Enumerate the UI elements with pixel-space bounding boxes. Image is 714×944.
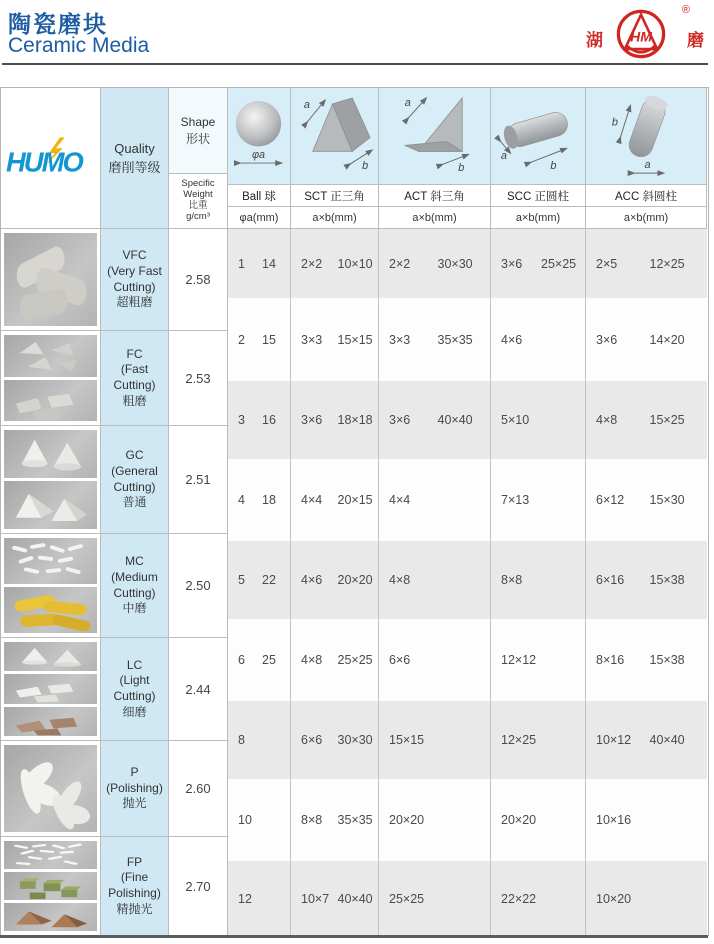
quality-code: MC xyxy=(125,554,144,569)
page-title-zh: 陶瓷磨块 xyxy=(8,11,108,37)
act-size-cell xyxy=(379,701,491,779)
white-rods-photo xyxy=(4,841,97,869)
size-value: 1 xyxy=(238,256,245,271)
size-value: 25×25 xyxy=(337,653,373,667)
copper-pyramids-photo xyxy=(4,903,97,931)
quality-name-zh: 普通 xyxy=(122,495,147,510)
size-value: 40×40 xyxy=(337,891,373,906)
size-value: 3 xyxy=(238,413,245,427)
size-value: 6×6 xyxy=(301,733,323,747)
specific-weight-value xyxy=(169,741,228,837)
specific-weight-value xyxy=(169,638,228,741)
humo-logo xyxy=(4,136,98,180)
size-value: 18 xyxy=(262,493,276,507)
size-value: 3×3 xyxy=(301,332,323,347)
ceramic-media-table xyxy=(0,87,709,936)
size-value: 12×25 xyxy=(501,733,537,747)
col-unit-label: a×b(mm) xyxy=(623,211,669,224)
scc-size-cell xyxy=(491,541,586,619)
col-unit-label: a×b(mm) xyxy=(412,211,457,224)
weight-number: 2.44 xyxy=(185,681,211,697)
header-divider xyxy=(2,63,708,65)
quality-name-zh: 粗磨 xyxy=(122,393,147,408)
size-row xyxy=(228,298,707,381)
col-name-acc xyxy=(586,185,707,207)
quality-code: LC xyxy=(126,657,143,672)
size-value: 2×2 xyxy=(301,256,323,271)
size-value: 22×22 xyxy=(501,891,537,906)
ball-size-cell xyxy=(228,298,291,381)
ball-size-cell xyxy=(228,381,291,459)
size-value: 7×13 xyxy=(501,493,530,507)
col-name-label: ACT 斜三角 xyxy=(404,190,465,203)
specific-weight-value xyxy=(169,837,228,936)
ball-size-cell xyxy=(228,541,291,619)
size-value: 3×6 xyxy=(501,256,523,271)
col-name-label: SCC 正圆柱 xyxy=(507,190,569,203)
ball-size-cell xyxy=(228,619,291,701)
white-wedges-photo xyxy=(4,674,97,703)
brand-logo-cell xyxy=(1,88,101,229)
size-value: 40×40 xyxy=(649,733,685,747)
size-value: 15×15 xyxy=(389,733,425,747)
act-size-cell xyxy=(379,541,491,619)
size-value: 30×30 xyxy=(437,256,473,271)
quality-header-en: Quality xyxy=(114,140,155,156)
weight-number: 2.58 xyxy=(185,272,211,287)
size-row xyxy=(228,619,707,701)
size-row xyxy=(228,229,707,298)
acc-size-cell xyxy=(586,619,707,701)
size-value: 8×8 xyxy=(301,813,323,827)
quality-name-en: (Very Fast Cutting) xyxy=(107,263,162,294)
size-value: 20×15 xyxy=(337,493,373,507)
size-value: 10×7 xyxy=(301,891,330,906)
quality-name-en: (Medium Cutting) xyxy=(111,569,158,600)
act-size-cell xyxy=(379,298,491,381)
col-name-sct xyxy=(291,185,379,207)
size-value: 20×20 xyxy=(389,813,425,827)
col-unit-label: φa(mm) xyxy=(239,211,279,224)
size-value: 35×35 xyxy=(437,332,473,347)
size-value: 6 xyxy=(238,653,245,667)
size-value: 10×20 xyxy=(596,891,632,906)
size-value: 14 xyxy=(262,256,276,271)
size-value: 25×25 xyxy=(389,891,425,906)
ball-size-cell xyxy=(228,459,291,541)
size-value: 10×16 xyxy=(596,813,632,827)
col-unit-sct xyxy=(291,207,379,229)
sct-size-cell xyxy=(291,701,379,779)
brown-wedges-photo xyxy=(4,707,97,736)
white-tristars-photo xyxy=(4,745,97,832)
ball-size-cell xyxy=(228,701,291,779)
product-photo-fp xyxy=(1,837,101,936)
seal-emblem-icon xyxy=(613,6,669,62)
acc-cylinder-icon xyxy=(586,88,707,185)
seal-monogram: HM xyxy=(630,28,652,45)
size-value: 10×12 xyxy=(596,733,632,747)
dim-label-b: b xyxy=(362,160,369,173)
yellow-cylinders-photo xyxy=(4,587,97,633)
quality-name-en: (General Cutting) xyxy=(111,463,158,494)
size-value: 6×6 xyxy=(389,653,411,667)
scc-size-cell xyxy=(491,861,586,936)
col-unit-acc xyxy=(586,207,707,229)
sct-size-cell xyxy=(291,229,379,298)
scc-size-cell xyxy=(491,619,586,701)
col-name-label: ACC 斜圆柱 xyxy=(615,190,677,203)
quality-name-en: (Fine Polishing) xyxy=(108,870,161,900)
size-value: 2 xyxy=(238,332,245,347)
green-cubes-photo xyxy=(4,872,97,900)
quality-label-mc xyxy=(101,534,169,638)
size-value: 3×3 xyxy=(389,332,411,347)
scc-size-cell xyxy=(491,381,586,459)
acc-size-cell xyxy=(586,541,707,619)
weight-number: 2.70 xyxy=(185,878,211,894)
size-value: 2×2 xyxy=(389,256,411,271)
quality-name-en: (Fast Cutting) xyxy=(113,362,156,392)
size-value: 4×8 xyxy=(596,413,618,427)
size-value: 4×6 xyxy=(301,573,323,587)
col-name-scc xyxy=(491,185,586,207)
white-cones-photo xyxy=(4,430,97,478)
acc-size-cell xyxy=(586,779,707,861)
size-value: 10 xyxy=(238,813,252,827)
act-triangle-icon xyxy=(379,88,491,185)
page-header xyxy=(0,0,714,87)
quality-name-en: (Polishing) xyxy=(106,780,163,795)
acc-size-cell xyxy=(586,381,707,459)
white-cones-photo xyxy=(4,642,97,671)
size-value: 25×25 xyxy=(541,256,577,271)
quality-code: FP xyxy=(126,854,143,869)
col-name-label: SCT 正三角 xyxy=(304,190,365,203)
dim-label-a: a xyxy=(404,96,411,109)
quality-label-p xyxy=(101,741,169,837)
scc-size-cell xyxy=(491,779,586,861)
sct-size-cell xyxy=(291,779,379,861)
ball-shape-icon xyxy=(228,88,291,185)
weight-header-unit: g/cm³ xyxy=(186,210,210,222)
shape-header-en: Shape xyxy=(180,114,216,129)
acc-size-cell xyxy=(586,459,707,541)
size-value: 15×38 xyxy=(649,573,685,587)
ball-size-cell xyxy=(228,229,291,298)
size-value: 15×38 xyxy=(649,653,685,667)
sct-size-cell xyxy=(291,459,379,541)
product-photo-fc xyxy=(1,331,101,426)
col-unit-label: a×b(mm) xyxy=(515,211,561,224)
size-value: 20×20 xyxy=(337,573,373,587)
size-value: 4×4 xyxy=(389,493,411,507)
quality-code: GC xyxy=(125,448,144,463)
specific-weight-value xyxy=(169,534,228,638)
quality-name-en: (Light Cutting) xyxy=(113,673,156,703)
table-bottom-border xyxy=(0,935,708,938)
specific-weight-header xyxy=(169,174,228,229)
scc-cylinder-icon xyxy=(491,88,586,185)
size-value: 12×25 xyxy=(649,256,685,271)
registered-mark: ® xyxy=(681,4,690,16)
quality-code: P xyxy=(130,765,139,780)
sct-size-cell xyxy=(291,541,379,619)
act-size-cell xyxy=(379,861,491,936)
specific-weight-value xyxy=(169,229,228,331)
size-row xyxy=(228,701,707,779)
weight-number: 2.51 xyxy=(185,472,211,487)
act-size-cell xyxy=(379,381,491,459)
quality-code: FC xyxy=(126,346,143,361)
acc-size-cell xyxy=(586,298,707,381)
weight-header-en: Specific Weight xyxy=(181,178,215,201)
size-value: 3×6 xyxy=(596,332,618,347)
gray-rods-photo xyxy=(4,233,97,326)
size-value: 4×8 xyxy=(301,653,323,667)
quality-label-fc xyxy=(101,331,169,426)
col-unit-ball xyxy=(228,207,291,229)
scc-size-cell xyxy=(491,298,586,381)
quality-label-lc xyxy=(101,638,169,741)
size-value: 4 xyxy=(238,493,245,507)
sct-size-cell xyxy=(291,298,379,381)
col-name-ball xyxy=(228,185,291,207)
white-pyramids-photo xyxy=(4,481,97,529)
quality-name-zh: 中磨 xyxy=(122,601,147,616)
size-value: 40×40 xyxy=(437,413,473,427)
sct-size-cell xyxy=(291,619,379,701)
brand-name: HUMO xyxy=(5,146,82,178)
shape-header-zh: 形状 xyxy=(185,131,210,146)
acc-size-cell xyxy=(586,229,707,298)
size-value: 15×25 xyxy=(649,413,685,427)
size-value: 25 xyxy=(262,653,276,667)
size-value: 8×16 xyxy=(596,653,625,667)
act-size-cell xyxy=(379,459,491,541)
size-row xyxy=(228,779,707,861)
scc-size-cell xyxy=(491,229,586,298)
size-value: 20×20 xyxy=(501,813,537,827)
size-value: 15×15 xyxy=(337,332,373,347)
col-unit-scc xyxy=(491,207,586,229)
size-value: 6×12 xyxy=(596,493,625,507)
acc-size-cell xyxy=(586,861,707,936)
col-unit-label: a×b(mm) xyxy=(312,211,357,224)
quality-code: VFC xyxy=(122,248,147,263)
size-value: 4×6 xyxy=(501,332,523,347)
specific-weight-value xyxy=(169,331,228,426)
size-row xyxy=(228,861,707,936)
quality-name-zh: 超粗磨 xyxy=(116,295,153,310)
size-value: 35×35 xyxy=(337,813,373,827)
dim-label-a: a xyxy=(500,150,507,163)
size-value: 5 xyxy=(238,573,245,587)
size-value: 10×10 xyxy=(337,256,373,271)
col-name-label: Ball 球 xyxy=(242,190,276,203)
dim-label-b: b xyxy=(458,162,465,175)
product-photo-mc xyxy=(1,534,101,638)
ball-size-cell xyxy=(228,779,291,861)
seal-char-right: 磨 xyxy=(687,31,704,50)
sct-triangle-icon xyxy=(291,88,379,185)
sct-size-cell xyxy=(291,381,379,459)
col-unit-act xyxy=(379,207,491,229)
product-photo-lc xyxy=(1,638,101,741)
col-name-act xyxy=(379,185,491,207)
dim-label-b: b xyxy=(611,116,618,129)
size-value: 4×8 xyxy=(389,573,411,587)
quality-name-zh: 细磨 xyxy=(122,704,147,719)
weight-number: 2.53 xyxy=(185,370,211,386)
act-size-cell xyxy=(379,779,491,861)
weight-number: 2.60 xyxy=(185,781,211,796)
quality-label-fp xyxy=(101,837,169,936)
size-value: 8×8 xyxy=(501,573,523,587)
quality-header-zh: 磨削等级 xyxy=(108,160,161,175)
size-row xyxy=(228,541,707,619)
size-row xyxy=(228,381,707,459)
gray-triangles-photo xyxy=(4,335,97,377)
white-grains-photo xyxy=(4,538,97,584)
size-value: 3×6 xyxy=(389,413,411,427)
dim-label-b: b xyxy=(550,160,557,173)
size-value: 15 xyxy=(262,332,276,347)
product-photo-vfc xyxy=(1,229,101,331)
size-value: 30×30 xyxy=(337,733,373,747)
size-value: 18×18 xyxy=(337,413,373,427)
dim-label-a: a xyxy=(303,98,310,111)
quality-name-zh: 精抛光 xyxy=(116,901,153,916)
size-value: 2×5 xyxy=(596,256,618,271)
seal-char-left: 湖 xyxy=(586,31,603,50)
dim-label-phi-a: φa xyxy=(251,149,266,162)
shape-column-header xyxy=(169,88,228,174)
scc-size-cell xyxy=(491,701,586,779)
product-photo-p xyxy=(1,741,101,837)
weight-number: 2.50 xyxy=(185,578,211,593)
size-value: 12 xyxy=(238,891,252,906)
quality-name-zh: 抛光 xyxy=(122,796,147,811)
size-value: 4×4 xyxy=(301,493,323,507)
page-title-en: Ceramic Media xyxy=(8,34,150,57)
size-value: 16 xyxy=(262,413,276,427)
company-seal-logo xyxy=(586,4,704,62)
quality-label-gc xyxy=(101,426,169,534)
size-value: 8 xyxy=(238,733,245,747)
sct-size-cell xyxy=(291,861,379,936)
acc-size-cell xyxy=(586,701,707,779)
size-value: 3×6 xyxy=(301,413,323,427)
size-value: 14×20 xyxy=(649,332,685,347)
size-value: 22 xyxy=(262,573,276,587)
dim-label-a: a xyxy=(644,159,651,172)
gray-wedges-photo xyxy=(4,380,97,422)
quality-label-vfc xyxy=(101,229,169,331)
size-value: 15×30 xyxy=(649,493,685,507)
weight-header-zh: 比重 xyxy=(188,200,208,211)
quality-column-header xyxy=(101,88,169,229)
size-value: 6×16 xyxy=(596,573,625,587)
product-photo-gc xyxy=(1,426,101,534)
specific-weight-value xyxy=(169,426,228,534)
size-row xyxy=(228,459,707,541)
scc-size-cell xyxy=(491,459,586,541)
ball-size-cell xyxy=(228,861,291,936)
act-size-cell xyxy=(379,229,491,298)
size-value: 5×10 xyxy=(501,413,530,427)
size-value: 12×12 xyxy=(501,653,537,667)
act-size-cell xyxy=(379,619,491,701)
